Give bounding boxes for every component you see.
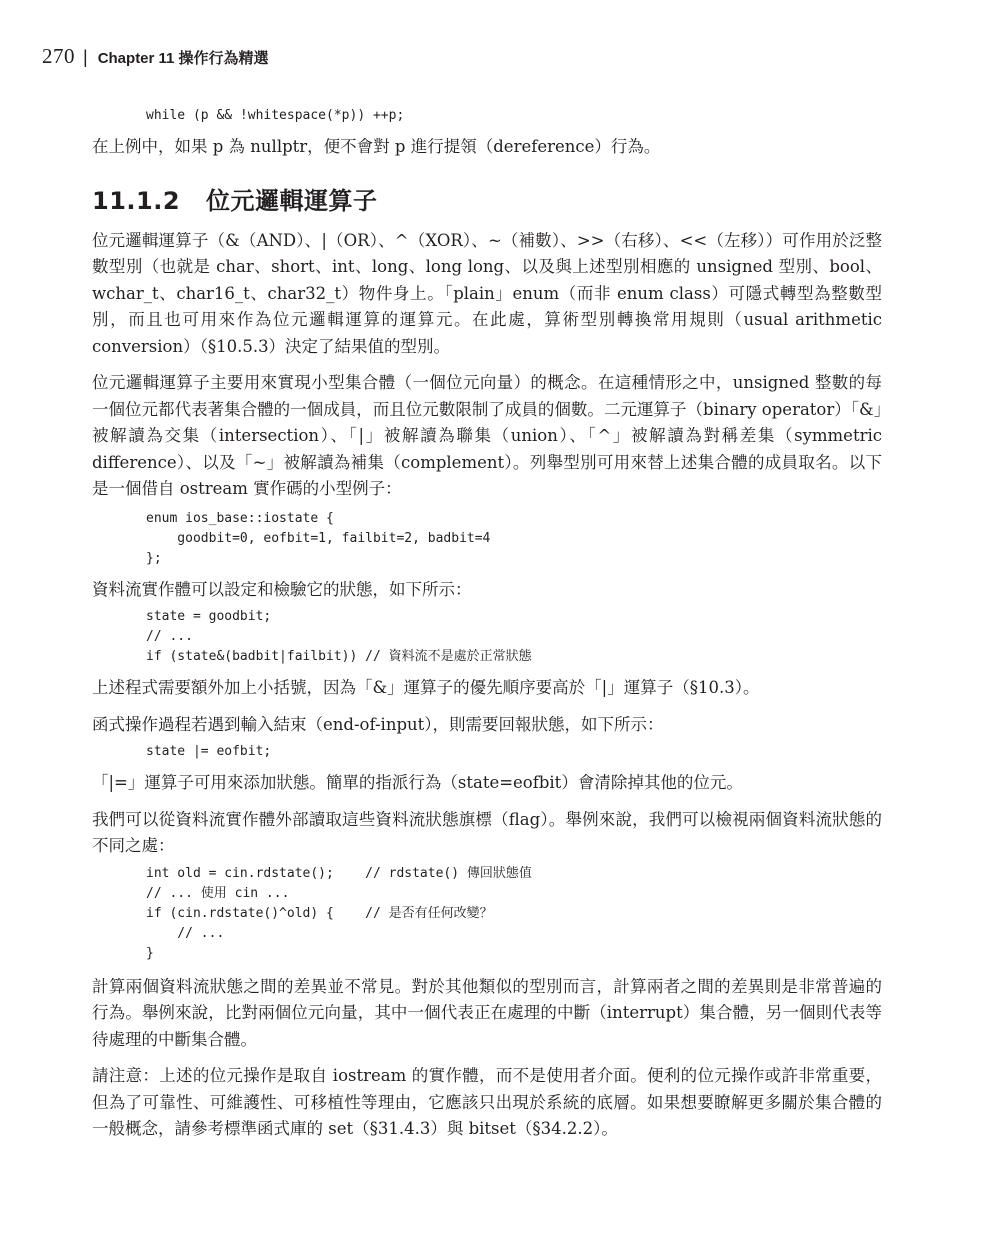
paragraph-state-difference: 計算兩個資料流狀態之間的差異並不常見。對於其他類似的型別而言，計算兩者之間的差異則是非常普遍的行為。舉例來說，比對兩個位元向量，其中一個代表正在處理的中斷（interrupt）集合體，另一個則代表等待處理的中斷集合體。 <box>92 976 882 1049</box>
page-number: 270 <box>42 44 75 68</box>
paragraph-or-assign-operator: 「|=」運算子可用來添加狀態。簡單的指派行為（state=eofbit）會清除掉其他的位元。 <box>92 773 743 792</box>
section-heading <box>92 181 882 216</box>
chapter-title: Chapter 11 操作行為精選 <box>97 50 269 67</box>
paragraph-read-state-flags: 我們可以從資料流實作體外部讀取這些資料流狀態旗標（flag）。舉例來說，我們可以檢視兩個資料流狀態的不同之處： <box>92 809 882 855</box>
code-block-rdstate-compare: int old = cin.rdstate(); // rdstate() 傳回狀態值 // ... 使用 cin ... if (cin.rdstate()^old) { // 是否有任何改變？ // ... } <box>146 865 532 961</box>
code-block-iostate-enum: enum ios_base::iostate { goodbit=0, eofbit=1, failbit=2, badbit=4 }; <box>146 510 491 566</box>
section-number: 11.1.2 <box>92 186 181 215</box>
paragraph-bit-vector-sets: 位元邏輯運算子主要用來實現小型集合體（一個位元向量）的概念。在這種情形之中，unsigned 整數的每一個位元都代表著集合體的一個成員，而且位元數限制了成員的個數。二元運算子（binary operator）「&」被解讀為交集（intersection）、「|」被解讀為聯集（union）、「^」被解讀為對稱差集（symmetric difference）、以及「~」被解讀為補集（complement）。列舉型別可用來替上述集合體的成員取名。以下是一個借自 ostream 實作碼的小型例子： <box>92 373 882 498</box>
page-content <box>92 100 882 1143</box>
paragraph-dereference-note: 在上例中，如果 p 為 nullptr，便不會對 p 進行提領（dereference）行為。 <box>92 137 661 156</box>
code-block-add-eofbit: state |= eofbit; <box>146 744 272 759</box>
paragraph-set-and-check-state: 資料流實作體可以設定和檢驗它的狀態，如下所示： <box>92 579 472 599</box>
code-block-while-loop: while (p && !whitespace(*p)) ++p; <box>146 108 405 123</box>
paragraph-implementation-note: 請注意：上述的位元操作是取自 iostream 的實作體，而不是使用者介面。便利的位元操作或許非常重要，但為了可靠性、可維護性、可移植性等理由，它應該只出現於系統的底層。如果想要瞭解更多關於集合體的一般概念，請參考標準函式庫的 set（§31.4.3）與 bitset（§34.2.2）。 <box>92 1066 882 1138</box>
paragraph-bitwise-operators-intro: 位元邏輯運算子（&（AND）、|（OR）、^（XOR）、~（補數）、>>（右移）、<<（左移））可作用於泛整數型別（也就是 char、short、int、long、long long、以及與上述型別相應的 unsigned 型別、bool、wchar_t、char16_t、char32_t）物件身上。「plain」enum（而非 enum class）可隱式轉型為整數型別，而且也可用來作為位元邏輯運算的運算元。在此處，算術型別轉換常用規則（usual arithmetic conversion）（§10.5.3）決定了結果值的型別。 <box>92 230 882 356</box>
section-title: 位元邏輯運算子 <box>206 186 378 215</box>
code-block-state-check: state = goodbit; // ... if (state&(badbit|failbit)) // 資料流不是處於正常狀態 <box>146 609 532 664</box>
header-separator: | <box>83 47 88 67</box>
running-header <box>42 44 269 69</box>
paragraph-end-of-input: 函式操作過程若遇到輸入結束（end-of-input），則需要回報狀態，如下所示： <box>92 714 664 734</box>
paragraph-operator-precedence: 上述程式需要額外加上小括號，因為「&」運算子的優先順序要高於「|」運算子（§10.3）。 <box>92 678 760 697</box>
